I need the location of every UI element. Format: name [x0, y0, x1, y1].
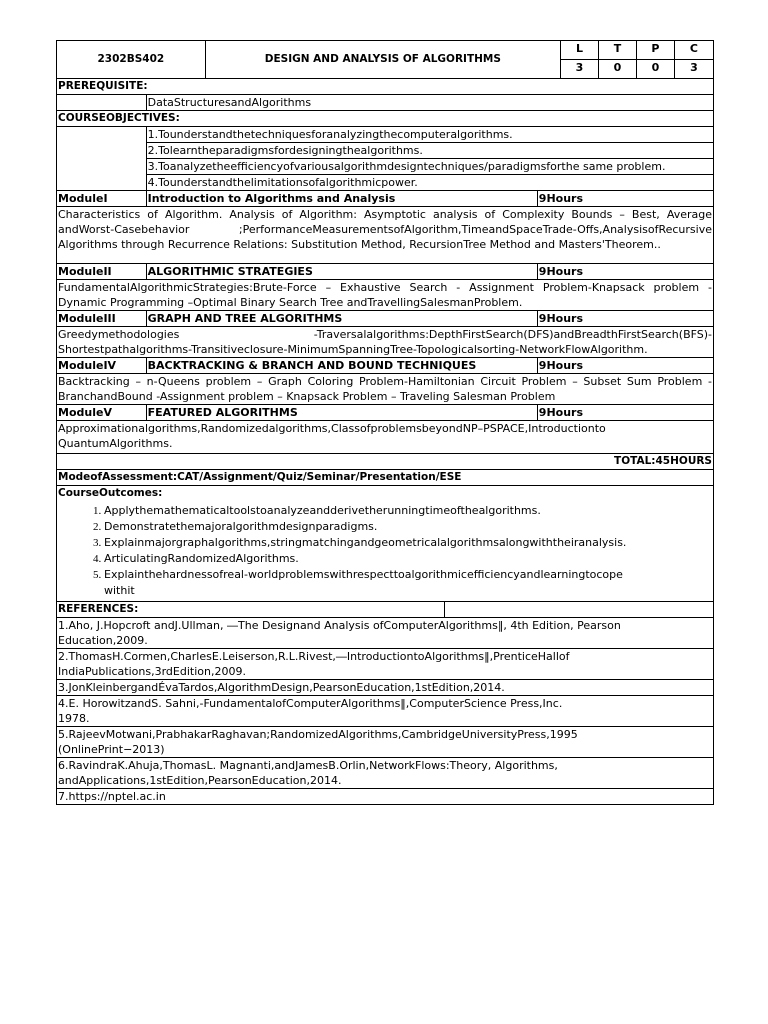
module-title: FEATURED ALGORITHMS: [146, 405, 537, 421]
module-hours: 9Hours: [537, 358, 713, 374]
ltpc-header-l: L: [561, 41, 599, 60]
objectives-spacer: [57, 127, 147, 191]
prerequisite-label: PREREQUISITE:: [57, 79, 714, 95]
module-title: ALGORITHMIC STRATEGIES: [146, 264, 537, 280]
objective-item: 3.Toanalyzetheefficiencyofvariousalgorithmdesigntechniques/paradigmsforthe same problem.: [146, 159, 713, 175]
outcome-item: 4. ArticulatingRandomizedAlgorithms.: [104, 551, 712, 567]
ltpc-value-l: 3: [561, 60, 599, 79]
reference-item: 2.ThomasH.Cormen,CharlesE.Leiserson,R.L.Rivest,―IntroductiontoAlgorithms‖,PrenticeHallof IndiaPublications,3rdEdition,2009.: [57, 649, 714, 680]
reference-item: 4.E. HorowitzandS. Sahni,-FundamentalofComputerAlgorithms‖,ComputerScience Press,Inc. 1978.: [57, 696, 714, 727]
module-content: FundamentalAlgorithmicStrategies:Brute-Force – Exhaustive Search - Assignment Problem-Knapsack problem - Dynamic Programming –Optimal Binary Search Tree andTravellingSalesmanProblem.: [58, 281, 712, 309]
module-label: ModuleII: [57, 264, 147, 280]
module-hours: 9Hours: [537, 405, 713, 421]
objectives-label: COURSEOBJECTIVES:: [57, 111, 714, 127]
reference-item: 6.RavindraK.Ahuja,ThomasL. Magnanti,andJamesB.Orlin,NetworkFlows:Theory, Algorithms, andApplications,1stEdition,PearsonEducation,2014.: [57, 758, 714, 789]
module-title: BACKTRACKING & BRANCH AND BOUND TECHNIQUES: [146, 358, 537, 374]
total-hours: TOTAL:45HOURS: [57, 454, 714, 470]
outcome-item: 3. Explainmajorgraphalgorithms,stringmatchingandgeometricalalgorithmsalongwiththeiranalysis.: [104, 535, 712, 551]
reference-item: 7.https://nptel.ac.in: [57, 789, 714, 805]
module-content: Approximationalgorithms,Randomizedalgorithms,ClassofproblemsbeyondNP–PSPACE,Introductionto QuantumAlgorithms.: [57, 421, 714, 454]
module-hours: 9Hours: [537, 311, 713, 327]
module-hours: 9Hours: [537, 191, 713, 207]
module-content: Backtracking – n-Queens problem – Graph Coloring Problem-Hamiltonian Circuit Problem – Subset Sum Problem - BranchandBound -Assignment problem – Knapsack Problem – Traveling Salesman Problem: [58, 375, 712, 403]
ltpc-header-c: C: [674, 41, 713, 60]
prerequisite-value: DataStructuresandAlgorithms: [146, 95, 713, 111]
references-label-spacer: [445, 602, 714, 618]
module-label: ModuleI: [57, 191, 147, 207]
ltpc-value-t: 0: [598, 60, 636, 79]
prerequisite-spacer: [57, 95, 147, 111]
objective-item: 4.Tounderstandthelimitationsofalgorithmicpower.: [146, 175, 713, 191]
outcomes-label: CourseOutcomes:: [58, 487, 163, 499]
course-title: DESIGN AND ANALYSIS OF ALGORITHMS: [205, 41, 560, 79]
outcome-item: 5. Explainthehardnessofreal-worldproblemswithrespecttoalgorithmicefficiencyandlearningtocope withit: [104, 567, 712, 599]
module-label: ModuleIII: [57, 311, 147, 327]
outcome-item: 2. Demonstratethemajoralgorithmdesignparadigms.: [104, 519, 712, 535]
module-title: Introduction to Algorithms and Analysis: [146, 191, 537, 207]
objective-item: 1.Tounderstandthetechniquesforanalyzingthecomputeralgorithms.: [146, 127, 713, 143]
ltpc-value-p: 0: [636, 60, 674, 79]
module-content: Characteristics of Algorithm. Analysis of Algorithm: Asymptotic analysis of Complexity Bounds – Best, Average andWorst-Casebehavior ;PerformanceMeasurementsofAlgorithm,TimeandSpaceTrade-Offs,AnalysisofRecursive Algorithms through Recurrence Relations: Substitution Method, RecursionTree Method and Masters'Theorem..: [57, 207, 714, 264]
ltpc-value-c: 3: [674, 60, 713, 79]
module-label: ModuleV: [57, 405, 147, 421]
outcomes-list: [58, 503, 712, 599]
syllabus-table: [56, 40, 714, 805]
ltpc-header-p: P: [636, 41, 674, 60]
syllabus-sheet: [56, 40, 714, 805]
ltpc-header-t: T: [598, 41, 636, 60]
course-outcomes: [57, 486, 714, 602]
reference-item: 5.RajeevMotwani,PrabhakarRaghavan;RandomizedAlgorithms,CambridgeUniversityPress,1995 (OnlinePrint−2013): [57, 727, 714, 758]
outcome-item: 1. Applythemathematicaltoolstoanalyzeandderivetherunningtimeofthealgorithms.: [104, 503, 712, 519]
assessment-mode: ModeofAssessment:CAT/Assignment/Quiz/Seminar/Presentation/ESE: [57, 470, 714, 486]
module-hours: 9Hours: [537, 264, 713, 280]
objective-item: 2.Tolearntheparadigmsfordesigningthealgorithms.: [146, 143, 713, 159]
reference-item: 1.Aho, J.Hopcroft andJ.Ullman, ―The Designand Analysis ofComputerAlgorithms‖, 4th Edition, Pearson Education,2009.: [57, 618, 714, 649]
reference-item: 3.JonKleinbergandÉvaTardos,AlgorithmDesign,PearsonEducation,1stEdition,2014.: [57, 680, 714, 696]
course-code: 2302BS402: [57, 41, 206, 79]
references-label: REFERENCES:: [57, 602, 445, 618]
module-content: Greedymethodologies -Traversalalgorithms:DepthFirstSearch(DFS)andBreadthFirstSearch(BFS)-Shortestpathalgorithms-Transitiveclosure-MinimumSpanningTree-Topologicalsorting-NetworkFlowAlgorithm.: [58, 328, 712, 356]
module-title: GRAPH AND TREE ALGORITHMS: [146, 311, 537, 327]
module-label: ModuleIV: [57, 358, 147, 374]
